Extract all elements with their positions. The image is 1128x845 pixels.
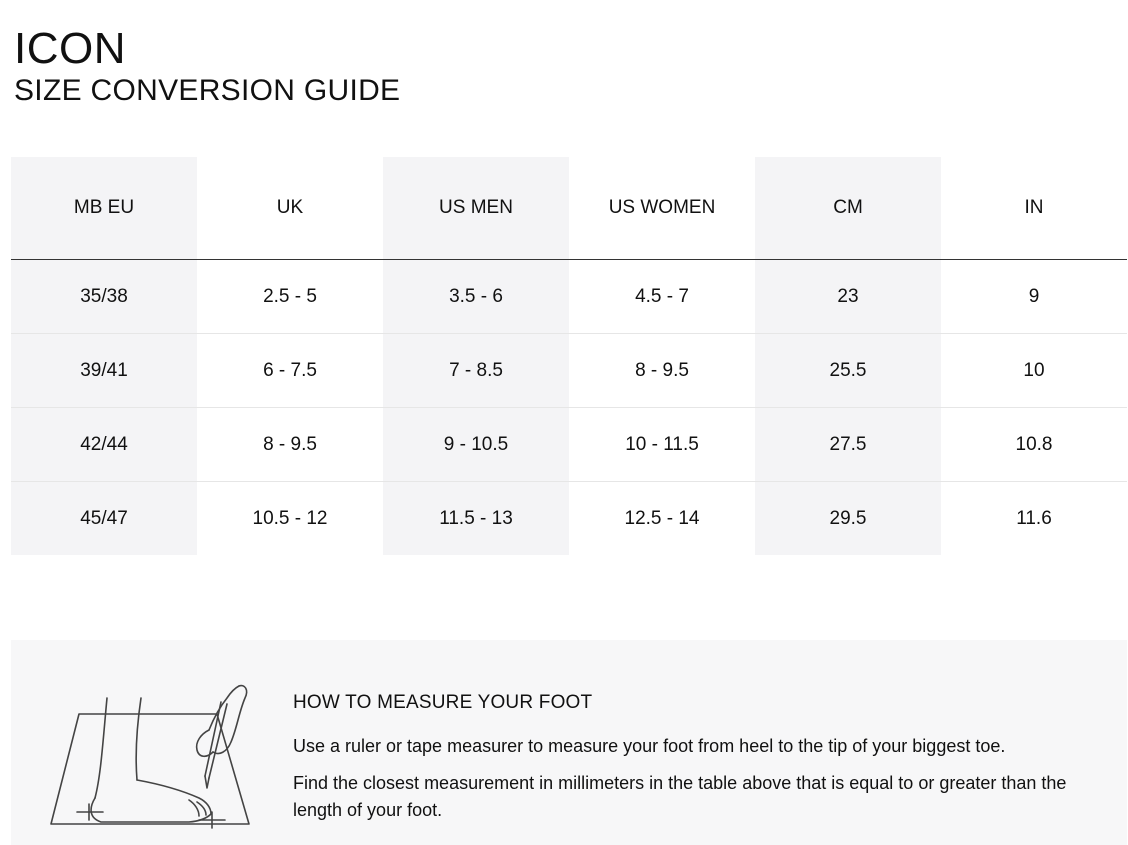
column-header-mb-eu: MB EU <box>11 157 197 260</box>
table-row <box>11 334 1127 408</box>
table-header-row <box>11 157 1127 260</box>
column-header-us-women: US WOMEN <box>569 157 755 260</box>
table-cell-mb-eu: 35/38 <box>11 260 197 334</box>
table-cell-in: 10.8 <box>941 408 1127 482</box>
table-cell-uk: 10.5 - 12 <box>252 507 328 529</box>
table-cell-in: 9 <box>941 260 1127 334</box>
table-cell-cm: 25.5 <box>755 334 941 408</box>
table-cell-us-men: 11.5 - 13 <box>383 482 569 556</box>
foot-measure-icon <box>49 680 269 830</box>
table-cell-uk: 2.5 - 5 <box>197 260 383 334</box>
table-cell-us-women: 12.5 - 14 <box>624 507 700 529</box>
table-row <box>11 408 1127 482</box>
measure-title: HOW TO MEASURE YOUR FOOT <box>293 692 593 713</box>
table-cell-us-men: 3.5 - 6 <box>383 260 569 334</box>
measure-instruction-text: Use a ruler or tape measurer to measure your foot from heel to the tip of your biggest toe. <box>293 736 1006 756</box>
table-cell-mb-eu: 45/47 <box>11 482 197 556</box>
table-cell-cm: 27.5 <box>755 408 941 482</box>
page-title: SIZE CONVERSION GUIDE <box>14 74 401 107</box>
table-cell-cm: 29.5 <box>755 482 941 556</box>
table-cell-us-women: 8 - 9.5 <box>569 334 755 408</box>
table-cell-uk: 6 - 7.5 <box>197 334 383 408</box>
table-cell-us-men: 7 - 8.5 <box>383 334 569 408</box>
table-cell-us-men: 9 - 10.5 <box>383 408 569 482</box>
table-cell-us-women: 10 - 11.5 <box>569 408 755 482</box>
table-row <box>11 482 1127 556</box>
measure-instructions-panel <box>11 640 1127 845</box>
column-header-uk: UK <box>197 157 383 260</box>
measure-note-text: Find the closest measurement in millimeters in the table above that is equal to or greater than the length of your foot. <box>293 773 1067 820</box>
table-cell-mb-eu: 42/44 <box>11 408 197 482</box>
table-cell-mb-eu: 39/41 <box>11 334 197 408</box>
column-header-in: IN <box>941 157 1127 260</box>
size-conversion-table <box>11 157 1127 555</box>
table-row <box>11 260 1127 334</box>
table-cell-uk: 8 - 9.5 <box>197 408 383 482</box>
table-cell-cm: 23 <box>755 260 941 334</box>
brand-title: ICON <box>14 24 126 73</box>
column-header-cm: CM <box>755 157 941 260</box>
table-cell-in: 11.6 <box>1016 507 1052 529</box>
table-cell-us-women: 4.5 - 7 <box>569 260 755 334</box>
column-header-us-men: US MEN <box>383 157 569 260</box>
table-cell-in: 10 <box>941 334 1127 408</box>
